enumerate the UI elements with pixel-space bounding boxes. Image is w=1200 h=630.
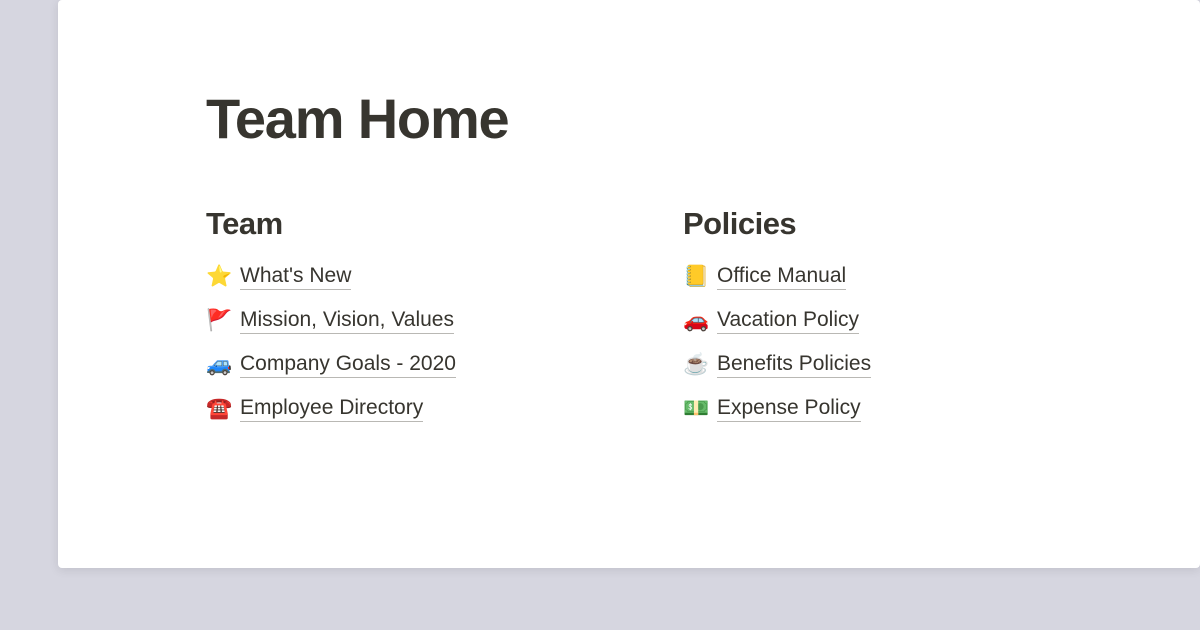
list-item[interactable] (206, 392, 683, 426)
notebook-icon: 📒 (683, 265, 710, 289)
star-icon: ⭐ (206, 265, 233, 289)
triangular-flag-icon: 🚩 (206, 309, 233, 333)
list-item[interactable] (206, 304, 683, 338)
list-item[interactable] (683, 348, 1160, 382)
page-content (206, 88, 1160, 436)
column-heading-team: Team (206, 205, 283, 241)
telephone-icon: ☎️ (206, 397, 233, 421)
list-item[interactable] (206, 348, 683, 382)
list-item[interactable] (683, 392, 1160, 426)
link-whats-new[interactable]: What's New (240, 264, 351, 290)
link-mission-vision-values[interactable]: Mission, Vision, Values (240, 308, 454, 334)
link-expense-policy[interactable]: Expense Policy (717, 396, 861, 422)
link-employee-directory[interactable]: Employee Directory (240, 396, 423, 422)
list-item[interactable] (683, 304, 1160, 338)
column-heading-policies: Policies (683, 205, 797, 241)
page-title: Team Home (206, 87, 509, 150)
link-company-goals-2020[interactable]: Company Goals - 2020 (240, 352, 456, 378)
column-policies (683, 206, 1160, 436)
automobile-icon: 🚙 (206, 353, 233, 377)
coffee-icon: ☕ (683, 353, 710, 377)
list-item[interactable] (206, 260, 683, 294)
list-item[interactable] (683, 260, 1160, 294)
car-icon: 🚗 (683, 309, 710, 333)
link-benefits-policies[interactable]: Benefits Policies (717, 352, 871, 378)
column-team (206, 206, 683, 436)
link-vacation-policy[interactable]: Vacation Policy (717, 308, 859, 334)
money-icon: 💵 (683, 397, 710, 421)
page-card (58, 0, 1200, 568)
columns-container (206, 206, 1160, 436)
link-office-manual[interactable]: Office Manual (717, 264, 846, 290)
